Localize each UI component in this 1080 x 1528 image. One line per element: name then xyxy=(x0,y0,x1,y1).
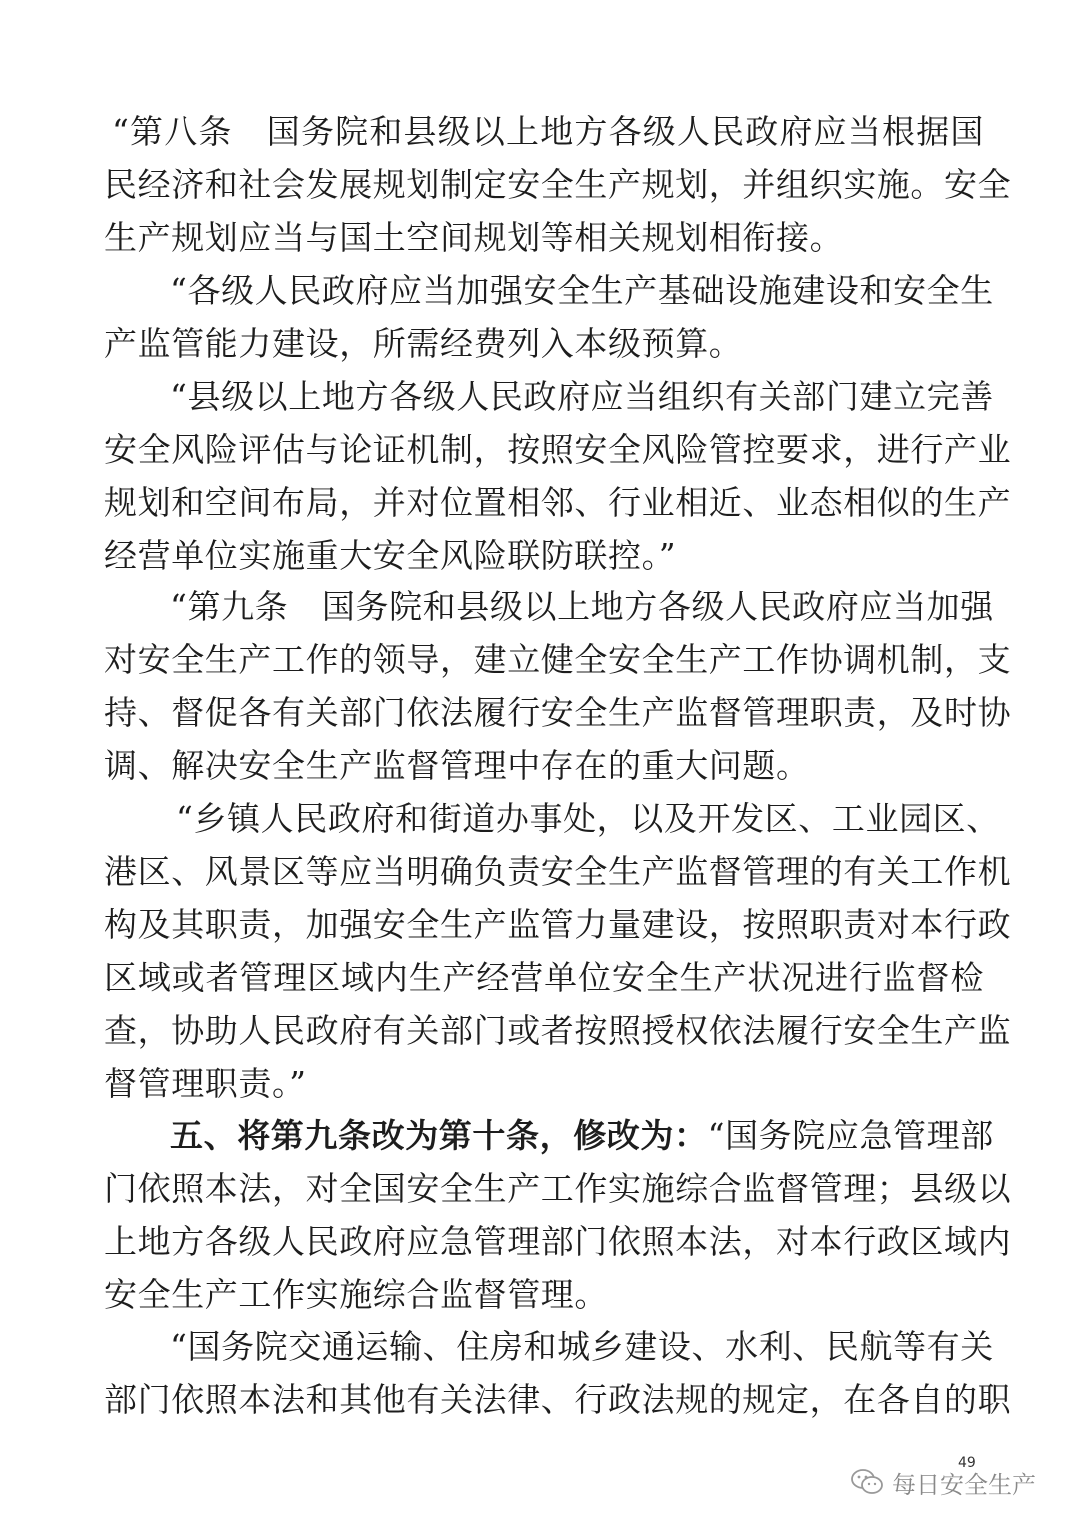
text-line: 上地方各级人民政府应急管理部门依照本法，对本行政区域内 xyxy=(104,1222,1012,1261)
text-line: 构及其职责，加强安全生产监管力量建设，按照职责对本行政 xyxy=(104,905,1012,944)
text-line: 港区、风景区等应当明确负责安全生产监督管理的有关工作机 xyxy=(104,852,1012,891)
text-line: 区域或者管理区域内生产经营单位安全生产状况进行监督检 xyxy=(104,958,984,997)
heading-continuation: “国务院应急管理部 xyxy=(707,1116,994,1155)
text-line: 门依照本法，对全国安全生产工作实施综合监督管理；县级以 xyxy=(104,1169,1012,1208)
page-number: 49 xyxy=(958,1455,976,1471)
text-line: 调、解决安全生产监督管理中存在的重大问题。 xyxy=(104,746,810,785)
text-line: 安全风险评估与论证机制，按照安全风险管控要求，进行产业 xyxy=(104,430,1012,469)
text-line: “各级人民政府应当加强安全生产基础设施建设和安全生 xyxy=(170,271,994,310)
text-line: “乡镇人民政府和街道办事处，以及开发区、工业园区、 xyxy=(176,799,1000,838)
watermark xyxy=(850,1460,1060,1504)
text-line: 规划和空间布局，并对位置相邻、行业相近、业态相似的生产 xyxy=(104,483,1012,522)
text-line: 持、督促各有关部门依法履行安全生产监督管理职责，及时协 xyxy=(104,693,1012,732)
text-line: 部门依照本法和其他有关法律、行政法规的规定，在各自的职 xyxy=(104,1380,1012,1419)
watermark-text: 每日安全生产 xyxy=(892,1470,1036,1499)
bold-heading: 五、将第九条改为第十条，修改为： xyxy=(170,1116,708,1155)
text-line: “国务院交通运输、住房和城乡建设、水利、民航等有关 xyxy=(170,1327,994,1366)
text-line: 生产规划应当与国土空间规划等相关规划相衔接。 xyxy=(104,218,844,257)
text-line xyxy=(170,1116,994,1156)
text-line: 督管理职责。” xyxy=(104,1064,307,1103)
text-line: 产监管能力建设，所需经费列入本级预算。 xyxy=(104,324,743,363)
text-line: 查，协助人民政府有关部门或者按照授权依法履行安全生产监 xyxy=(104,1011,1012,1050)
text-line: “第九条 国务院和县级以上地方各级人民政府应当加强 xyxy=(170,587,994,626)
text-line: 对安全生产工作的领导，建立健全安全生产工作协调机制，支 xyxy=(104,640,1012,679)
text-line: 安全生产工作实施综合监督管理。 xyxy=(104,1275,608,1314)
text-line: 民经济和社会发展规划制定安全生产规划，并组织实施。安全 xyxy=(104,165,1012,204)
text-line: “第八条 国务院和县级以上地方各级人民政府应当根据国 xyxy=(112,112,984,151)
text-line: 经营单位实施重大安全风险联防联控。” xyxy=(104,536,677,575)
wechat-icon xyxy=(850,1467,884,1497)
text-line: “县级以上地方各级人民政府应当组织有关部门建立完善 xyxy=(170,377,994,416)
